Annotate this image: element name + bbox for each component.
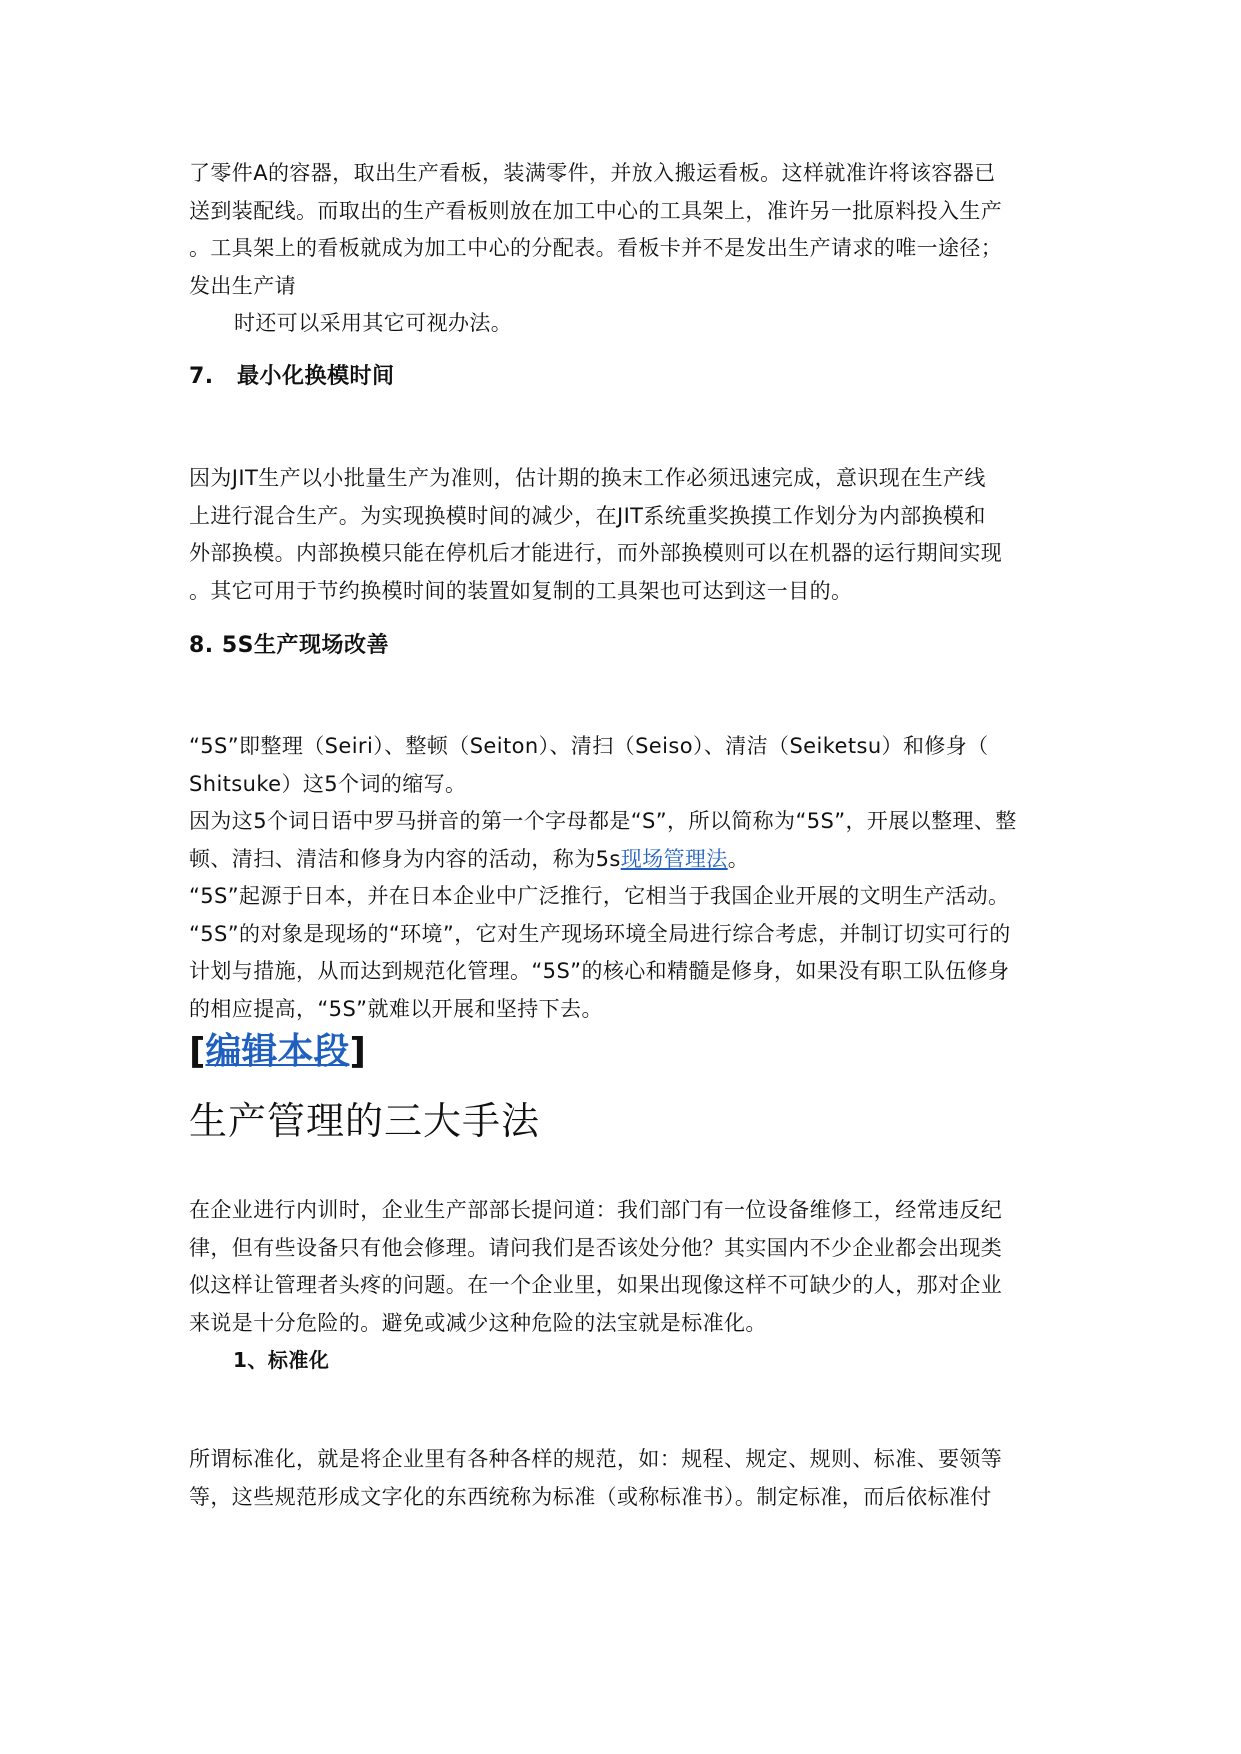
open-bracket: [ xyxy=(189,1031,206,1072)
main-heading-block xyxy=(189,1097,1059,1145)
text-line: “5S”起源于日本，并在日本企业中广泛推行，它相当于我国企业开展的文明生产活动。 xyxy=(189,884,1010,908)
edit-section-link xyxy=(189,1030,1059,1074)
section-7-heading xyxy=(189,362,1059,392)
close-bracket: ] xyxy=(349,1031,366,1072)
text-line: 。其它可用于节约换模时间的装置如复制的工具架也可达到这一目的。 xyxy=(189,578,853,603)
section-8-paragraph xyxy=(189,728,1059,1028)
section-title: 最小化换模时间 xyxy=(237,364,395,389)
text-line: 来说是十分危险的。避免或减少这种危险的法宝就是标准化。 xyxy=(189,1310,767,1335)
edit-section-block xyxy=(189,1030,1059,1074)
section-heading xyxy=(189,362,1059,392)
text-line: 律，但有些设备只有他会修理。请问我们是否该处分他？其实国内不少企业都会出现类 xyxy=(189,1235,1003,1260)
section-7-paragraph xyxy=(189,460,1059,610)
intro-text xyxy=(189,155,1059,343)
text-line: “5S”的对象是现场的“环境”，它对生产现场环境全局进行综合考虑，并制订切实可行的 xyxy=(189,921,1011,946)
text-line: 似这样让管理者头疼的问题。在一个企业里，如果出现像这样不可缺少的人，那对企业 xyxy=(189,1273,1003,1297)
text-line: 在企业进行内训时，企业生产部部长提问道：我们部门有一位设备维修工，经常违反纪 xyxy=(189,1198,1003,1222)
text-line: Shitsuke）这5个词的缩写。 xyxy=(189,771,467,796)
page-title: 生产管理的三大手法 xyxy=(189,1099,541,1143)
standardization-heading-block xyxy=(233,1345,1103,1375)
text-line: 因为这5个词日语中罗马拼音的第一个字母都是“S”，所以简称为“5S”，开展以整理、整 xyxy=(189,809,1017,833)
link-suffix: 。 xyxy=(727,846,750,871)
text-line: 外部换模。内部换模只能在停机后才能进行，而外部换模则可以在机器的运行期间实现 xyxy=(189,541,1003,565)
paragraph-text xyxy=(189,460,1059,610)
text-line: 时还可以采用其它可视办法。 xyxy=(234,311,513,335)
subsection-heading: 1、标准化 xyxy=(233,1348,330,1372)
paragraph-text xyxy=(189,1192,1059,1342)
standardization-paragraph xyxy=(189,1441,1059,1516)
text-line: 送到装配线。而取出的生产看板则放在加工中心的工具架上，准许另一批原料投入生产 xyxy=(189,198,1003,223)
text-line-with-link xyxy=(189,841,1059,879)
paragraph-text xyxy=(189,728,1059,1028)
text-line: 等，这些规范形成文字化的东西统称为标准（或称标准书）。制定标准，而后依标准付 xyxy=(189,1484,992,1509)
section-number: 7. xyxy=(189,364,214,389)
text-line: 上进行混合生产。为实现换模时间的减少，在JIT系统重奖换摸工作划分为内部换模和 xyxy=(189,503,986,528)
text-line: “5S”即整理（Seiri）、整顿（Seiton）、清扫（Seiso）、清洁（Seiketsu）和修身（ xyxy=(189,734,989,758)
text-line: 因为JIT生产以小批量生产为准则，估计期的换末工作必须迅速完成，意识现在生产线 xyxy=(189,466,986,490)
methods-paragraph xyxy=(189,1192,1059,1342)
edit-section-button[interactable]: 编辑本段 xyxy=(205,1031,350,1072)
paragraph-text xyxy=(189,1441,1059,1516)
text-line: 的相应提高，“5S”就难以开展和坚持下去。 xyxy=(189,996,603,1021)
section-heading: 8. 5S生产现场改善 xyxy=(189,633,389,658)
text-line: 所谓标准化，就是将企业里有各种各样的规范，如：规程、规定、规则、标准、要领等 xyxy=(189,1447,1003,1471)
text-line: 计划与措施，从而达到规范化管理。“5S”的核心和精髓是修身，如果没有职工队伍修身 xyxy=(189,959,1010,983)
text-line: 了零件A的容器，取出生产看板，装满零件，并放入搬运看板。这样就准许将该容器已 xyxy=(189,161,996,185)
section-8-heading xyxy=(189,631,1059,661)
intro-paragraph xyxy=(189,155,1059,343)
site-management-link[interactable]: 现场管理法 xyxy=(620,846,728,871)
text-line: 。工具架上的看板就成为加工中心的分配表。看板卡并不是发出生产请求的唯一途径； xyxy=(189,236,1003,260)
link-prefix: 顿、清扫、清洁和修身为内容的活动，称为5s xyxy=(189,846,621,871)
text-line: 发出生产请 xyxy=(189,273,296,298)
